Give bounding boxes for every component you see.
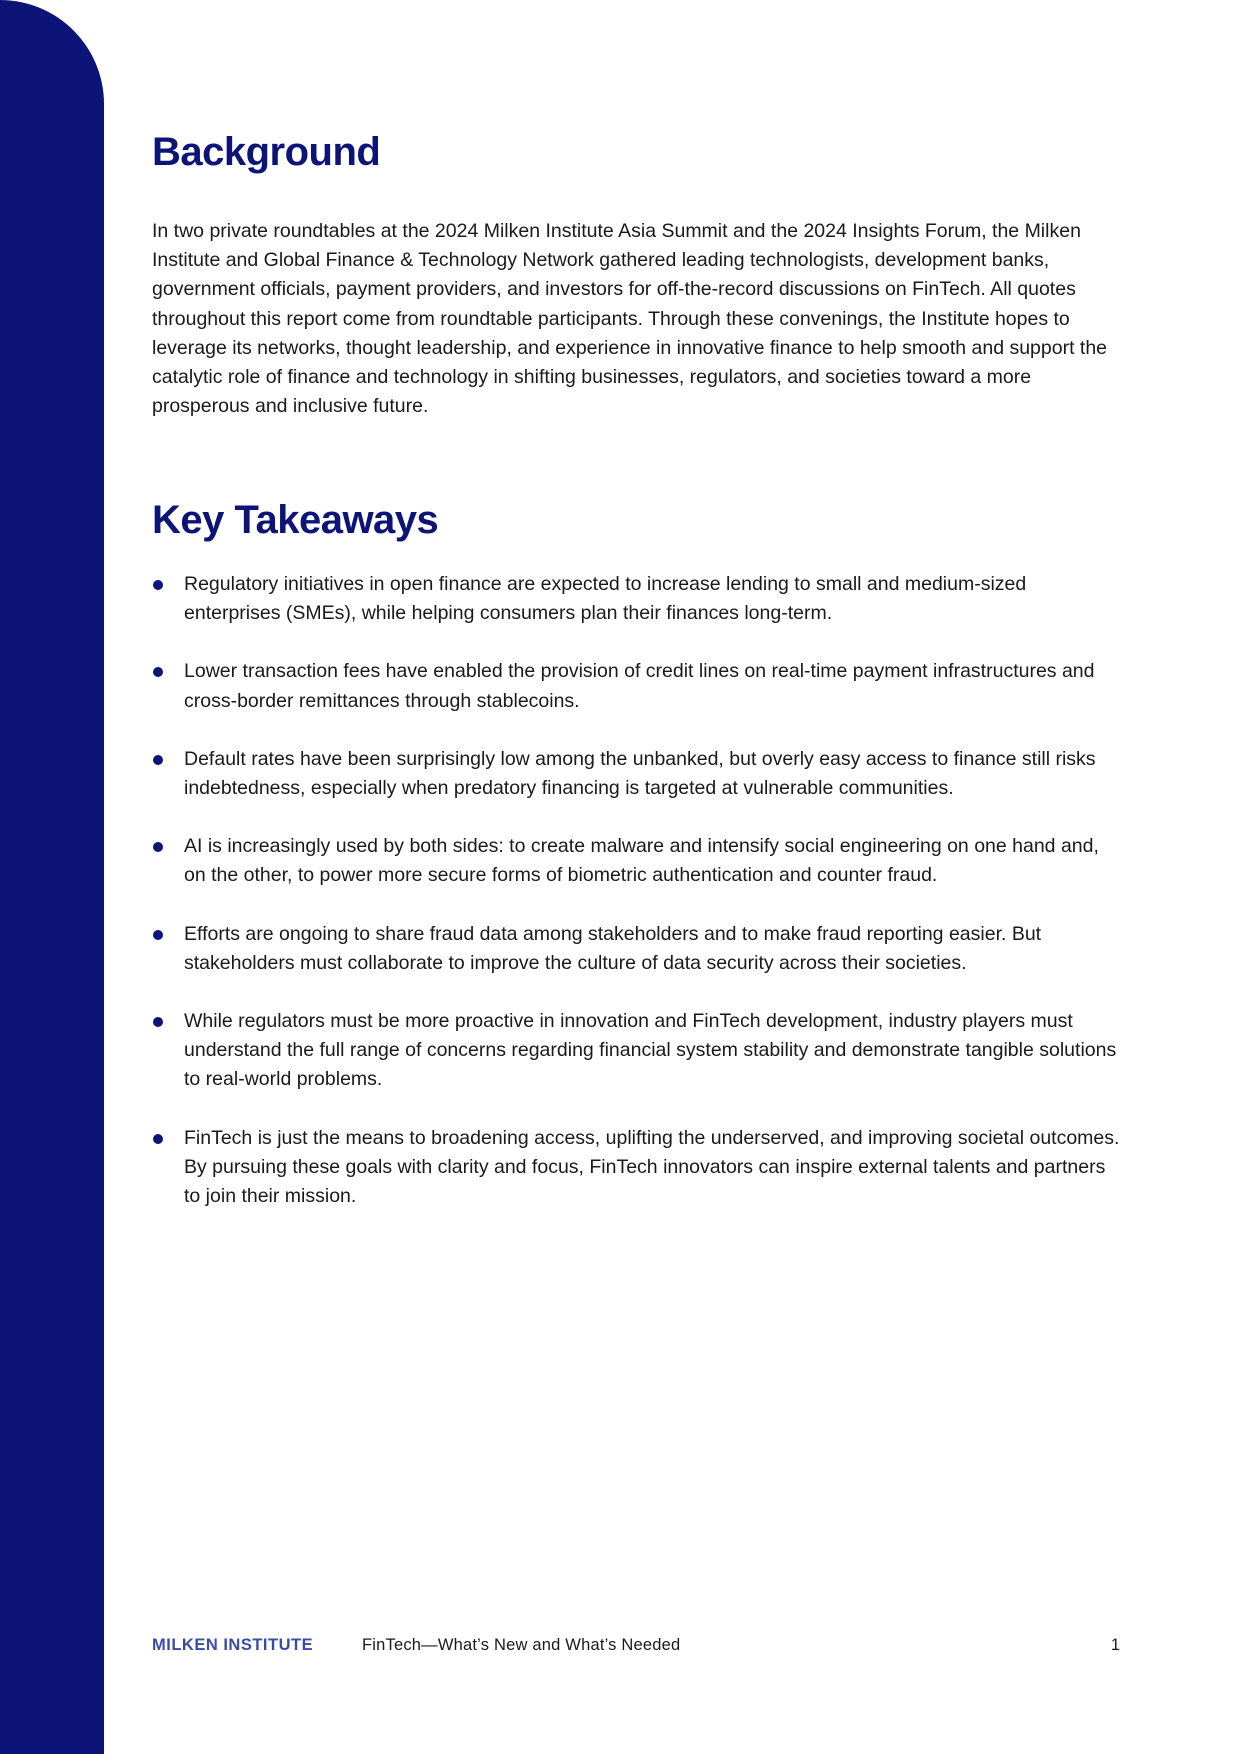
takeaway-item: [152, 745, 1124, 803]
bullet-icon: [153, 667, 163, 677]
page-footer: [152, 1636, 1120, 1664]
takeaway-item: [152, 1124, 1124, 1212]
bullet-icon: [153, 930, 163, 940]
bullet-icon: [153, 580, 163, 590]
background-heading: Background: [152, 130, 381, 174]
footer-brand-logo: MILKEN INSTITUTE: [152, 1636, 314, 1654]
takeaway-text: Regulatory initiatives in open finance are expected to increase lending to small and medium-sized enterprises (SMEs), while helping consumers plan their finances long-term.: [184, 573, 1027, 625]
footer-page-number: 1: [1110, 1636, 1120, 1654]
takeaway-text: Default rates have been surprisingly low among the unbanked, but overly easy access to finance still risks indebtedness, especially when predatory financing is targeted at vulnerable communities.: [184, 747, 1096, 800]
takeaway-text: Efforts are ongoing to share fraud data among stakeholders and to make fraud reporting easier. But stakeholders must collaborate to improve the culture of data security across their societies.: [184, 922, 1042, 974]
footer-report-title: FinTech—What’s New and What’s Needed: [362, 1636, 681, 1654]
bullet-icon: [153, 842, 163, 852]
bullet-icon: [153, 1017, 163, 1027]
takeaway-text: Lower transaction fees have enabled the provision of credit lines on real-time payment infrastructures and cross-border remittances through stablecoins.: [184, 660, 1095, 712]
decorative-side-band: [0, 0, 104, 1754]
takeaway-item: [152, 657, 1124, 715]
bullet-icon: [153, 1134, 163, 1144]
takeaway-item: [152, 832, 1124, 890]
takeaway-text: AI is increasingly used by both sides: to create malware and intensify social engineering on one hand and, on the other, to power more secure forms of biometric authentication and counter fraud.: [184, 835, 1099, 887]
key-takeaways-heading: Key Takeaways: [152, 498, 439, 542]
key-takeaways-list: [152, 570, 1124, 1240]
bullet-icon: [153, 755, 163, 765]
takeaway-item: [152, 570, 1124, 628]
takeaway-text: FinTech is just the means to broadening access, uplifting the underserved, and improving societal outcomes. By pursuing these goals with clarity and focus, FinTech innovators can inspire external talents and partners to join their mission.: [184, 1126, 1120, 1208]
background-paragraph: In two private roundtables at the 2024 Milken Institute Asia Summit and the 2024 Insights Forum, the Milken Institute and Global Finance & Technology Network gathered leading technologists, development banks, government officials, payment providers, and investors for off-the-record discussions on FinTech. All quotes throughout this report come from roundtable participants. Through these convenings, the Institute hopes to leverage its networks, thought leadership, and experience in innovative finance to help smooth and support the catalytic role of finance and technology in shifting businesses, regulators, and societies toward a more prosperous and inclusive future.: [152, 220, 1108, 418]
takeaway-item: [152, 920, 1124, 978]
takeaway-item: [152, 1007, 1124, 1095]
takeaway-text: While regulators must be more proactive in innovation and FinTech development, industry players must understand the full range of concerns regarding financial system stability and demonstrate tangible solutions to real-world problems.: [184, 1010, 1117, 1091]
